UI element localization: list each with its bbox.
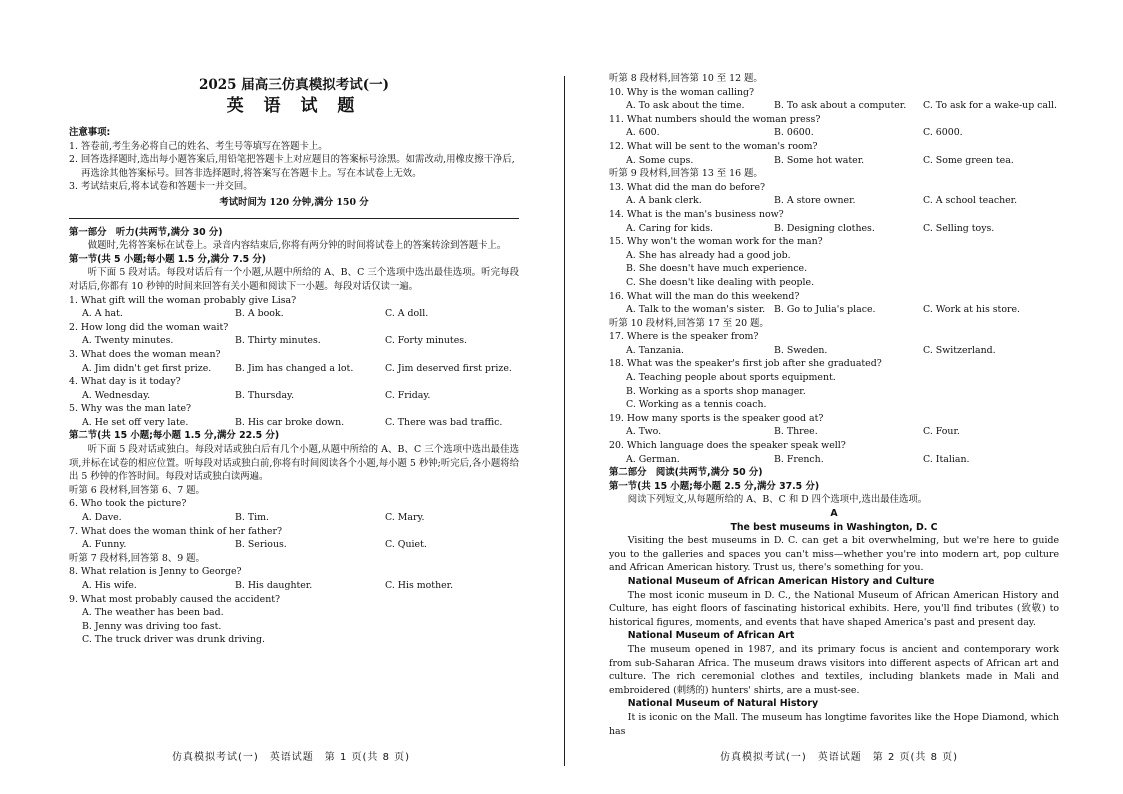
- option-a: A. Dave.: [82, 512, 122, 524]
- divider-line: [69, 218, 519, 219]
- option-c: C. To ask for a wake-up call.: [923, 100, 1057, 112]
- option-b: B. Some hot water.: [774, 154, 865, 166]
- option-c: C. Working as a tennis coach.: [626, 399, 767, 411]
- option-c: C. A school teacher.: [923, 195, 1018, 207]
- section1-heading: 第一节(共 5 小题;每小题 1.5 分,满分 7.5 分): [69, 253, 267, 265]
- question-3: [69, 348, 519, 375]
- exam-time: 考试时间为 120 分钟,满分 150 分: [219, 196, 369, 208]
- museum-heading-3: National Museum of Natural History: [627, 698, 819, 710]
- option-b: B. Thursday.: [235, 389, 295, 401]
- question-14: [609, 208, 1059, 235]
- question-5: [69, 402, 519, 429]
- museum-heading-1: National Museum of African American History and Culture: [627, 575, 935, 587]
- option-b: B. A store owner.: [774, 195, 856, 207]
- question-text: 5. Why was the man late?: [69, 403, 192, 415]
- notes-heading: 注意事项:: [69, 127, 111, 138]
- option-b: B. Go to Julia's place.: [774, 304, 876, 316]
- option-a: A. Teaching people about sports equipment.: [626, 372, 836, 384]
- notes-item: 2. 回答选择题时,选出每小题答案后,用铅笔把答题卡上对应题目的答案标号涂黑。如需改动,用橡皮擦干净后,再选涂其他答案标号。回答非选择题时,将答案写在答题卡上。写在本试卷上无效。: [69, 154, 515, 179]
- option-b: B. Designing clothes.: [774, 222, 875, 234]
- question-18: [609, 357, 1059, 411]
- option-a: A. Caring for kids.: [626, 222, 714, 234]
- question-text: 9. What most probably caused the accident?: [69, 593, 281, 605]
- option-a: A. The weather has been bad.: [82, 607, 224, 619]
- option-c: C. 6000.: [923, 127, 963, 139]
- option-b: B. Tim.: [235, 512, 269, 524]
- question-text: 3. What does the woman mean?: [69, 348, 221, 360]
- question-text: 10. Why is the woman calling?: [609, 86, 755, 98]
- page-divider: [564, 76, 565, 766]
- museum-paragraph-2: The museum opened in 1987, and its primary focus is ancient and contemporary work from sub-Saharan Africa. The museum draws visitors into different aspects of African art and culture. The rich ceremonial clothes and textiles, including blankets made in Mali and embroidered (刺绣的) hunters' shirts, are a must-see.: [609, 643, 1059, 696]
- passage-letter: A: [830, 508, 838, 519]
- option-a: A. 600.: [626, 127, 660, 139]
- option-c: C. Friday.: [385, 389, 431, 401]
- option-a: A. German.: [626, 453, 680, 465]
- option-a: A. He set off very late.: [82, 416, 189, 428]
- question-4: [69, 375, 519, 402]
- question-text: 2. How long did the woman wait?: [69, 321, 229, 333]
- question-15: [609, 235, 1059, 289]
- option-b: B. Jim has changed a lot.: [235, 362, 354, 374]
- option-c: C. A doll.: [385, 308, 429, 320]
- question-text: 15. Why won't the woman work for the man?: [609, 236, 823, 248]
- option-b: B. Serious.: [235, 539, 287, 551]
- subject-title: 英 语 试 题: [226, 96, 362, 116]
- material-6-note: 听第 6 段材料,回答第 6、7 题。: [69, 484, 205, 496]
- material-7-note: 听第 7 段材料,回答第 8、9 题。: [69, 552, 205, 564]
- section2-heading: 第二节(共 15 小题;每小题 1.5 分,满分 22.5 分): [69, 430, 280, 442]
- page-1-column: [69, 72, 519, 647]
- question-11: [609, 113, 1059, 140]
- question-7: [69, 525, 519, 552]
- option-a: A. Tanzania.: [626, 344, 685, 356]
- option-a: A. She has already had a good job.: [626, 249, 791, 261]
- question-text: 4. What day is it today?: [69, 376, 181, 388]
- question-19: [609, 412, 1059, 439]
- question-text: 19. How many sports is the speaker good at?: [609, 412, 824, 424]
- question-17: [609, 330, 1059, 357]
- question-6: [69, 497, 519, 524]
- option-b: B. French.: [774, 453, 824, 465]
- question-12: [609, 140, 1059, 167]
- option-b: B. 0600.: [774, 127, 814, 139]
- question-1: [69, 294, 519, 321]
- question-2: [69, 321, 519, 348]
- option-b: B. Working as a sports shop manager.: [626, 385, 806, 397]
- reading-section1-intro: 阅读下列短文,从每题所给的 A、B、C 和 D 四个选项中,选出最佳选项。: [627, 494, 928, 506]
- section1-intro: 听下面 5 段对话。每段对话后有一个小题,从题中所给的 A、B、C 三个选项中选出最佳选项。听完每段对话后,你都有 10 秒钟的时间来回答有关小题和阅读下一小题。每段对话仅读一遍。: [69, 267, 519, 292]
- passage-intro: Visiting the best museums in D. C. can get a bit overwhelming, but we're here to guide you to the galleries and spaces you can't miss—whether you're into modern art, pop culture and African American history. Trust us, there's something for you.: [609, 535, 1059, 574]
- option-b: B. She doesn't have much experience.: [626, 263, 808, 275]
- question-8: [69, 565, 519, 592]
- option-a: A. A bank clerk.: [626, 195, 702, 207]
- question-text: 18. What was the speaker's first job after she graduated?: [609, 358, 882, 370]
- question-text: 1. What gift will the woman probably give Lisa?: [69, 294, 297, 306]
- page-1-footer: 仿真模拟考试(一) 英语试题 第 1 页(共 8 页): [172, 752, 411, 763]
- notes-item: 3. 考试结束后,将本试卷和答题卡一并交回。: [69, 181, 253, 193]
- option-a: A. Twenty minutes.: [82, 335, 174, 347]
- question-text: 14. What is the man's business now?: [609, 208, 784, 220]
- museum-paragraph-1: The most iconic museum in D. C., the National Museum of African American History and Culture, has eight floors of fascinating historical exhibits. Here, you'll find tributes (致敬) to historical figures, moments, and events that have shaped America's past and present day.: [609, 589, 1059, 628]
- question-text: 16. What will the man do this weekend?: [609, 290, 800, 302]
- question-9: [69, 593, 519, 647]
- option-c: C. Selling toys.: [923, 222, 995, 234]
- option-a: A. Jim didn't get first prize.: [82, 362, 212, 374]
- option-c: C. Some green tea.: [923, 154, 1014, 166]
- page-2-column: [609, 72, 1059, 738]
- part1-heading: 第一部分 听力(共两节,满分 30 分): [69, 226, 223, 238]
- option-a: A. Wednesday.: [82, 389, 151, 401]
- option-c: C. Italian.: [923, 453, 970, 465]
- option-b: B. Jenny was driving too fast.: [82, 620, 222, 632]
- option-a: A. A hat.: [82, 308, 123, 320]
- option-b: B. His daughter.: [235, 580, 313, 591]
- option-c: C. His mother.: [385, 580, 454, 591]
- material-9-note: 听第 9 段材料,回答第 13 至 16 题。: [609, 168, 763, 180]
- material-8-note: 听第 8 段材料,回答第 10 至 12 题。: [609, 73, 763, 84]
- question-text: 6. Who took the picture?: [69, 498, 187, 510]
- option-a: A. Two.: [626, 426, 662, 438]
- reading-section1-heading: 第一节(共 15 小题;每小题 2.5 分,满分 37.5 分): [609, 480, 820, 492]
- passage-title: The best museums in Washington, D. C: [730, 521, 938, 533]
- question-text: 12. What will be sent to the woman's room?: [609, 140, 818, 152]
- question-text: 17. Where is the speaker from?: [609, 331, 759, 343]
- question-13: [609, 181, 1059, 208]
- option-c: C. The truck driver was drunk driving.: [82, 634, 266, 646]
- option-a: A. His wife.: [82, 580, 137, 591]
- option-b: B. Three.: [774, 426, 818, 438]
- option-c: C. Mary.: [385, 512, 425, 524]
- option-a: A. Some cups.: [626, 154, 694, 166]
- question-20: [609, 439, 1059, 466]
- option-a: A. Funny.: [82, 539, 127, 551]
- museum-heading-2: National Museum of African Art: [627, 630, 795, 642]
- question-text: 8. What relation is Jenny to George?: [69, 566, 242, 578]
- part1-intro: 做题时,先将答案标在试卷上。录音内容结束后,你将有两分钟的时间将试卷上的答案转涂到答题卡上。: [87, 240, 507, 252]
- option-b: B. Sweden.: [774, 344, 828, 356]
- question-text: 7. What does the woman think of her father?: [69, 525, 282, 537]
- notes-item: 1. 答卷前,考生务必将自己的姓名、考生号等填写在答题卡上。: [69, 140, 328, 152]
- option-a: A. To ask about the time.: [626, 100, 745, 112]
- option-c: C. Switzerland.: [923, 344, 996, 356]
- question-text: 20. Which language does the speaker speak well?: [609, 440, 846, 452]
- question-text: 11. What numbers should the woman press?: [609, 113, 821, 125]
- option-c: C. Forty minutes.: [385, 335, 468, 347]
- option-c: C. She doesn't like dealing with people.: [626, 276, 815, 288]
- option-b: B. His car broke down.: [235, 416, 345, 428]
- question-10: [609, 86, 1059, 113]
- option-b: B. A book.: [235, 308, 284, 320]
- option-b: B. To ask about a computer.: [774, 100, 907, 112]
- page-2-footer: 仿真模拟考试(一) 英语试题 第 2 页(共 8 页): [720, 752, 959, 763]
- option-c: C. Quiet.: [385, 539, 427, 551]
- material-10-note: 听第 10 段材料,回答第 17 至 20 题。: [609, 317, 769, 329]
- museum-paragraph-3: It is iconic on the Mall. The museum has longtime favorites like the Hope Diamond, which has: [609, 711, 1059, 737]
- part2-heading: 第二部分 阅读(共两节,满分 50 分): [609, 467, 763, 479]
- option-c: C. Four.: [923, 426, 960, 438]
- question-text: 13. What did the man do before?: [609, 181, 766, 193]
- option-c: C. Jim deserved first prize.: [385, 362, 512, 374]
- question-16: [609, 290, 1059, 317]
- option-c: C. Work at his store.: [923, 304, 1020, 316]
- option-b: B. Thirty minutes.: [235, 335, 321, 347]
- option-c: C. There was bad traffic.: [385, 416, 503, 428]
- option-a: A. Talk to the woman's sister.: [626, 304, 766, 316]
- section2-intro: 听下面 5 段对话或独白。每段对话或独白后有几个小题,从题中所给的 A、B、C 三个选项中选出最佳选项,并标在试卷的相应位置。听每段对话或独白前,你将有时间阅读各个小题,每小题 5 秒钟;听完后,各小题将给出 5 秒钟的作答时间。每段对话或独白读两遍。: [69, 444, 519, 483]
- exam-title: 2025 届高三仿真模拟考试(一): [198, 77, 390, 93]
